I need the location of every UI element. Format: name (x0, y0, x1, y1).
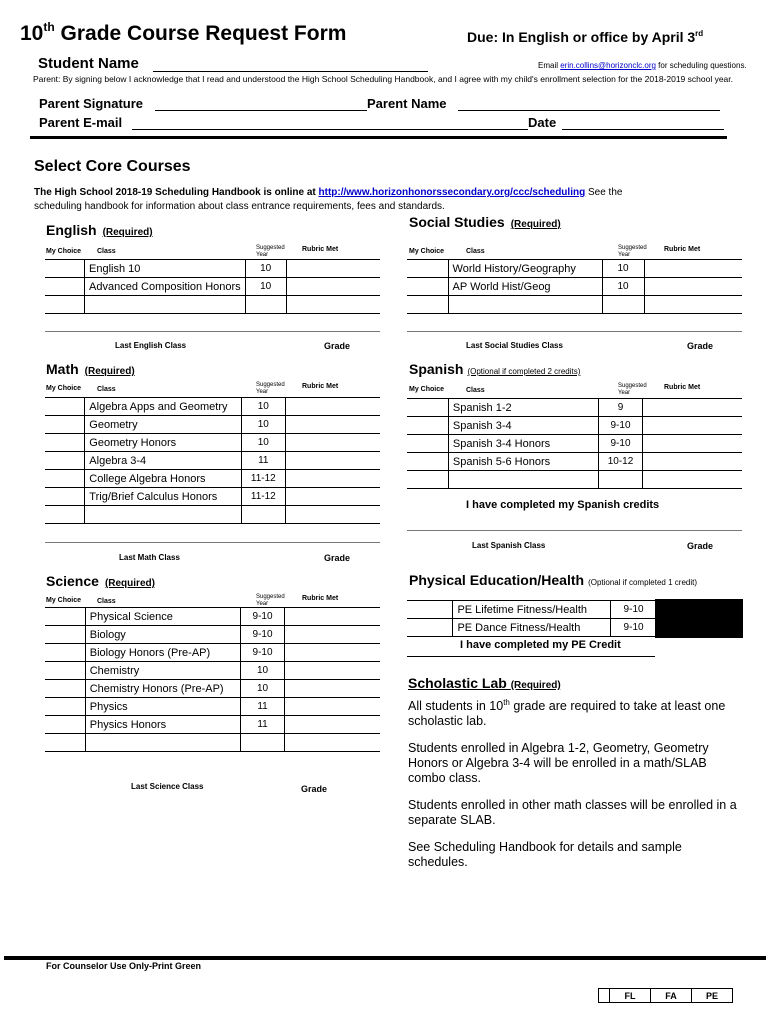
col-class: Class (97, 598, 116, 605)
col-rubric: Rubric Met (664, 246, 701, 253)
counselor-use-label: For Counselor Use Only-Print Green (46, 961, 202, 971)
parent-signature-label: Parent Signature (39, 96, 144, 111)
table-row[interactable] (407, 471, 742, 489)
table-row[interactable]: Algebra Apps and Geometry 10 (45, 398, 380, 416)
handbook-link[interactable]: http://www.horizonhonorssecondary.org/ccc/scheduling (318, 187, 586, 198)
table-row[interactable] (407, 296, 742, 314)
spanish-title: Spanish (Optional if completed 2 credits) (409, 361, 581, 377)
table-row[interactable]: PE Dance Fitness/Health 9-10 (407, 619, 657, 637)
social-studies-table (407, 259, 742, 314)
pe-completed-note[interactable]: I have completed my PE Credit (460, 639, 621, 651)
math-table (45, 397, 380, 524)
last-spanish-class-label: Last Spanish Class (472, 541, 546, 550)
date-label: Date (528, 115, 557, 130)
pe-shaded-block (655, 599, 743, 638)
table-row[interactable]: Chemistry Honors (Pre-AP) 10 (45, 680, 380, 698)
col-suggested-year: Suggested Year (256, 382, 285, 395)
divider (407, 331, 742, 332)
col-my-choice: My Choice (409, 248, 445, 255)
core-courses-title: Select Core Courses (34, 158, 191, 175)
grade-label: Grade (324, 553, 351, 563)
science-title: Science (Required) (46, 573, 155, 589)
col-my-choice: My Choice (46, 248, 82, 255)
parent-email-field[interactable] (132, 129, 528, 130)
table-row[interactable]: Physics 11 (45, 698, 380, 716)
last-social-class-label: Last Social Studies Class (466, 341, 563, 350)
code-pe: PE (692, 989, 733, 1003)
email-link[interactable]: erin.collins@horizonclc.org (560, 61, 656, 70)
table-row[interactable]: Advanced Composition Honors 10 (45, 278, 380, 296)
grade-label: Grade (301, 784, 328, 794)
table-row[interactable] (45, 296, 380, 314)
scholastic-p3: Students enrolled in other math classes will be enrolled in a separate SLAB. (408, 798, 737, 828)
parent-email-label: Parent E-mail (39, 115, 123, 130)
col-rubric: Rubric Met (302, 246, 339, 253)
english-title: English (Required) (46, 222, 153, 238)
code-fa: FA (651, 989, 692, 1003)
table-row[interactable]: AP World Hist/Geog 10 (407, 278, 742, 296)
due-date-note: Due: In English or office by April 3rd (467, 29, 704, 45)
spanish-table (407, 398, 742, 489)
divider (407, 656, 655, 657)
table-row[interactable]: Algebra 3-4 11 (45, 452, 380, 470)
table-row[interactable]: College Algebra Honors 11-12 (45, 470, 380, 488)
grade-label: Grade (324, 341, 351, 351)
table-row[interactable]: Chemistry 10 (45, 662, 380, 680)
pe-title: Physical Education/Health (Optional if completed 1 credit) (409, 572, 697, 588)
col-class: Class (97, 248, 116, 255)
table-row[interactable] (45, 506, 380, 524)
student-name-field[interactable] (153, 71, 428, 72)
table-row[interactable]: Geometry Honors 10 (45, 434, 380, 452)
table-row[interactable]: English 10 10 (45, 260, 380, 278)
col-suggested-year: Suggested Year (256, 594, 285, 607)
table-row[interactable]: Physical Science 9-10 (45, 608, 380, 626)
col-class: Class (466, 387, 485, 394)
col-rubric: Rubric Met (664, 384, 701, 391)
student-name-label: Student Name (38, 55, 139, 72)
col-class: Class (466, 248, 485, 255)
col-suggested-year: Suggested Year (618, 245, 647, 258)
col-suggested-year: Suggested Year (256, 245, 285, 258)
social-studies-title: Social Studies (Required) (409, 214, 561, 230)
col-rubric: Rubric Met (302, 383, 339, 390)
divider (45, 331, 380, 332)
table-row[interactable]: Biology 9-10 (45, 626, 380, 644)
spanish-completed-note[interactable]: I have completed my Spanish credits (466, 499, 660, 511)
counselor-codes (598, 988, 733, 1003)
col-suggested-year: Suggested Year (618, 383, 647, 396)
table-row[interactable]: Spanish 3-4 Honors 9-10 (407, 435, 742, 453)
grade-label: Grade (687, 541, 714, 551)
table-row[interactable]: Geometry 10 (45, 416, 380, 434)
divider (407, 530, 742, 531)
table-row[interactable]: Spanish 5-6 Honors 10-12 (407, 453, 742, 471)
col-class: Class (97, 386, 116, 393)
last-math-class-label: Last Math Class (119, 553, 180, 562)
scholastic-lab-title: Scholastic Lab (Required) (408, 675, 561, 691)
code-cell (599, 989, 610, 1003)
divider (45, 542, 380, 543)
col-my-choice: My Choice (46, 385, 82, 392)
table-row[interactable]: Spanish 3-4 9-10 (407, 417, 742, 435)
parent-name-label: Parent Name (367, 96, 447, 111)
code-fl: FL (610, 989, 651, 1003)
math-title: Math (Required) (46, 361, 135, 377)
table-row[interactable]: Biology Honors (Pre-AP) 9-10 (45, 644, 380, 662)
scholastic-lab-section: Scholastic Lab (Required) All students in 10th grade are required to take at least one scholastic lab. Students enrolled in Algebra 1-2, Geometry, Geometry Honors or Algebra 3-4 will be enrolled in a math/SLAB combo class. Students enrolled in other math classes will be enrolled in a separate SLAB. See Scheduling Handbook for details and sample schedules. (408, 675, 737, 870)
form-title: 10th Grade Course Request Form (20, 20, 347, 45)
divider (30, 136, 727, 139)
table-row[interactable]: World History/Geography 10 (407, 260, 742, 278)
email-note: Email erin.collins@horizonclc.org for scheduling questions. (538, 61, 747, 70)
last-science-class-label: Last Science Class (131, 782, 204, 791)
parent-signature-field[interactable] (155, 110, 367, 111)
table-row[interactable]: Physics Honors 11 (45, 716, 380, 734)
english-table (45, 259, 380, 314)
science-table (45, 607, 380, 752)
pe-table (407, 600, 657, 637)
scholastic-p2: Students enrolled in Algebra 1-2, Geometry, Geometry Honors or Algebra 3-4 will be enrolled in a math/SLAB combo class. (408, 741, 709, 786)
col-my-choice: My Choice (46, 597, 82, 604)
scholastic-p4: See Scheduling Handbook for details and sample schedules. (408, 840, 682, 870)
table-row[interactable]: Trig/Brief Calculus Honors 11-12 (45, 488, 380, 506)
grade-label: Grade (687, 341, 714, 351)
footer-bar (4, 956, 766, 960)
table-row[interactable] (45, 734, 380, 752)
handbook-note: The High School 2018-19 Scheduling Handbook is online at http://www.horizonhonorssecondary.org/ccc/scheduling See the scheduling handbook for information about class entrance requirements, fees and standards. (34, 187, 623, 212)
date-field[interactable] (562, 129, 724, 130)
col-my-choice: My Choice (409, 386, 445, 393)
parent-name-field[interactable] (458, 110, 720, 111)
table-row[interactable]: PE Lifetime Fitness/Health 9-10 (407, 601, 657, 619)
col-rubric: Rubric Met (302, 595, 339, 602)
parent-acknowledgement: Parent: By signing below I acknowledge that I read and understood the High School Scheduling Handbook, and I agree with my child's enrollment selection for the 2018-2019 school year. (33, 74, 734, 84)
table-row[interactable]: Spanish 1-2 9 (407, 399, 742, 417)
last-english-class-label: Last English Class (115, 341, 187, 350)
